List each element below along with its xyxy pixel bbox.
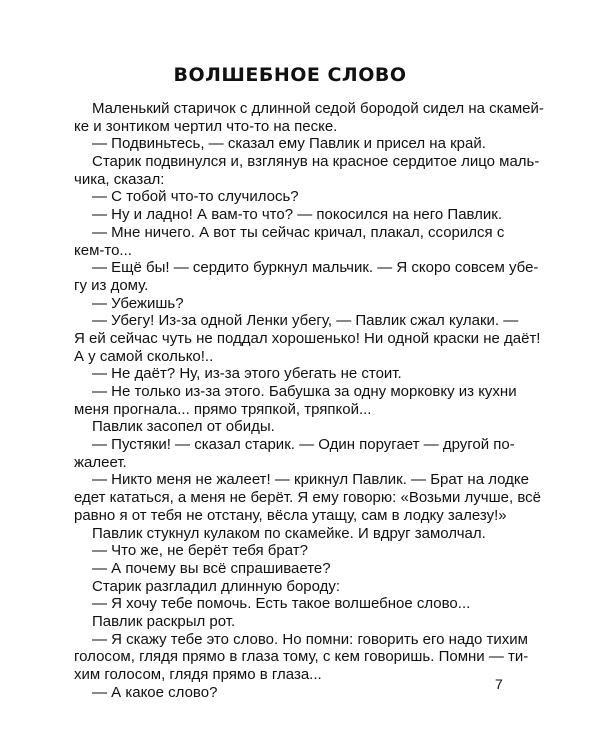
text-line: — Убегу! Из-за одной Ленки убегу, — Павлик сжал кулаки. —	[92, 312, 519, 330]
text-line: Павлик засопел от обиды.	[92, 418, 275, 436]
text-line: жалеет.	[74, 453, 127, 471]
story-text	[74, 100, 544, 701]
text-line: — Ещё бы! — сердито буркнул мальчик. — Я скоро совсем убе-	[92, 259, 539, 277]
text-line: кем-то...	[74, 241, 132, 259]
text-line: — Не даёт? Ну, из-за этого убегать не стоит.	[92, 365, 402, 383]
text-line: — Убежишь?	[92, 294, 184, 312]
text-line: Я ей сейчас чуть не поддал хорошенько! Ни одной краски не даёт!	[74, 329, 541, 347]
text-line: равно я от тебя не отстану, вёсла утащу, сам в лодку залезу!»	[74, 506, 507, 524]
text-line: голосом, глядя прямо в глаза тому, с кем говоришь. Помни — ти-	[74, 648, 529, 666]
text-line: — Я хочу тебе помочь. Есть такое волшебное слово...	[92, 595, 471, 613]
text-line: А у самой сколько!..	[74, 347, 214, 365]
text-line: Старик разгладил длинную бороду:	[92, 577, 341, 595]
text-line: хим голосом, глядя прямо в глаза...	[74, 666, 322, 683]
text-line: — Ну и ладно! А вам-то что? — покосился на него Павлик.	[92, 206, 503, 224]
text-line: едет кататься, а меня не берёт. Я ему говорю: «Возьми лучше, всё	[74, 489, 541, 507]
text-line: меня прогнала... прямо тряпкой, тряпкой...	[74, 400, 372, 418]
text-line: — Никто меня не жалеет! — крикнул Павлик. — Брат на лодке	[92, 471, 529, 489]
page-number: 7	[495, 676, 503, 692]
text-line: Павлик раскрыл рот.	[92, 612, 236, 630]
text-line: гу из дому.	[74, 276, 149, 294]
text-line: — Не только из-за этого. Бабушка за одну морковку из кухни	[92, 383, 517, 400]
text-line: — Подвиньтесь, — сказал ему Павлик и присел на край.	[92, 135, 486, 153]
text-line: Маленький старичок с длинной седой бородой сидел на скамей-	[92, 100, 544, 117]
text-line: Павлик стукнул кулаком по скамейке. И вдруг замолчал.	[92, 524, 486, 542]
text-line: — Что же, не берёт тебя брат?	[92, 542, 308, 560]
text-line: — Пустяки! — сказал старик. — Один поругает — другой по-	[92, 436, 515, 454]
text-line: — С тобой что-то случилось?	[92, 188, 299, 206]
chapter-title: ВОЛШЕБНОЕ СЛОВО	[173, 64, 407, 86]
text-line: ке и зонтиком чертил что-то на песке.	[74, 117, 338, 135]
text-line: — А почему вы всё спрашиваете?	[92, 559, 331, 577]
text-line: — А какое слово?	[92, 683, 218, 701]
text-line: чика, сказал:	[74, 170, 165, 188]
text-line: Старик подвинулся и, взглянув на красное сердитое лицо маль-	[92, 153, 540, 171]
text-line: — Мне ничего. А вот ты сейчас кричал, плакал, ссорился с	[92, 223, 505, 241]
text-line: — Я скажу тебе это слово. Но помни: говорить его надо тихим	[92, 630, 528, 648]
